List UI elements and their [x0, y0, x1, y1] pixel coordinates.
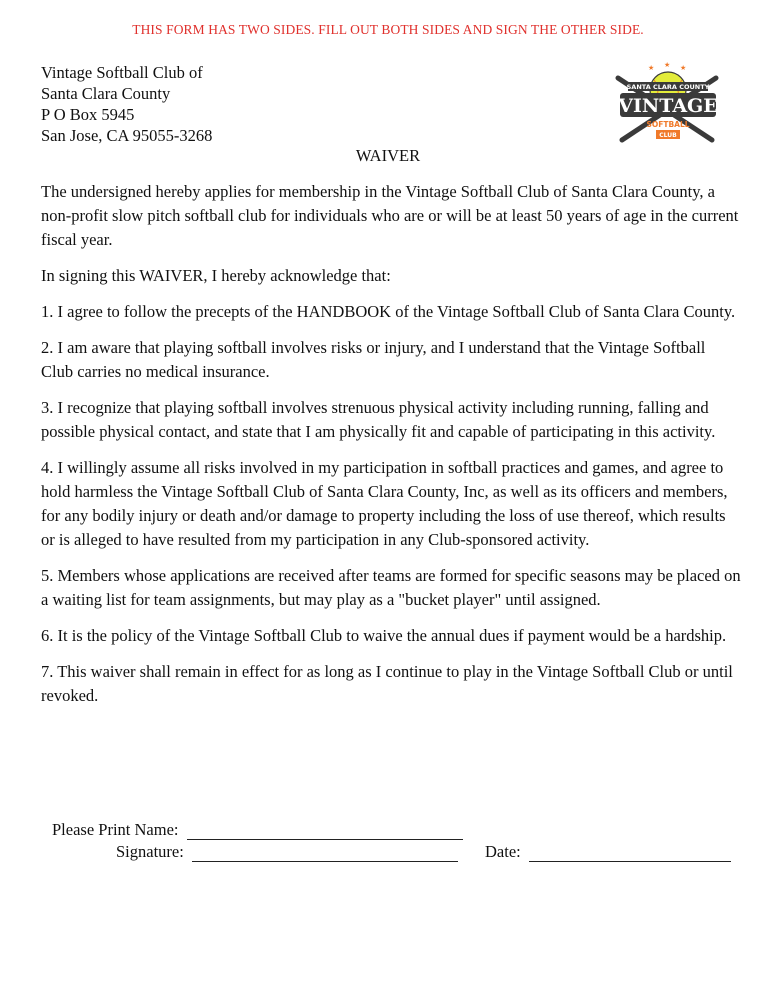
waiver-item-5: 5. Members whose applications are received after teams are formed for specific seasons may be placed on a waiting list for team assignments, but may play as a "bucket player" until assigned. [41, 566, 741, 609]
svg-text:★: ★ [648, 64, 655, 72]
waiver-item-3: 3. I recognize that playing softball involves strenuous physical activity including running, falling and possible physical contact, and state that I am physically fit and capable of participating in this activity. [41, 398, 716, 441]
two-sides-notice: THIS FORM HAS TWO SIDES. FILL OUT BOTH SIDES AND SIGN THE OTHER SIDE. [132, 22, 644, 37]
club-address [41, 62, 212, 146]
waiver-item-7: 7. This waiver shall remain in effect for as long as I continue to play in the Vintage Softball Club or until revoked. [41, 662, 733, 705]
logo-club-text: CLUB [659, 132, 677, 139]
signature-row [116, 842, 458, 862]
intro-paragraph: The undersigned hereby applies for membership in the Vintage Softball Club of Santa Clara County, a non-profit slow pitch softball club for individuals who are or will be at least 50 years of age in the current fiscal year. [41, 182, 739, 249]
date-label: Date: [485, 842, 521, 861]
print-name-row [52, 820, 463, 840]
logo-main-text: VINTAGE [618, 95, 718, 117]
waiver-item-4: 4. I willingly assume all risks involved in my participation in softball practices and games, and agree to hold harmless the Vintage Softball Club of Santa Clara County, Inc, as well as its officers and members, for any bodily injury or death and/or damage to property including the loss of use thereof, which results or is alleged to have resulted from my participation in any Club-sponsored activity. [41, 458, 728, 549]
address-line: Vintage Softball Club of [41, 63, 203, 82]
svg-text:★: ★ [664, 61, 671, 69]
print-name-field[interactable] [187, 823, 463, 840]
waiver-item-6: 6. It is the policy of the Vintage Softball Club to waive the annual dues if payment would be a hardship. [41, 626, 727, 645]
svg-text:★: ★ [680, 64, 687, 72]
print-name-label: Please Print Name: [52, 820, 179, 839]
date-row [485, 842, 731, 862]
address-line: Santa Clara County [41, 84, 171, 103]
logo-sub-text: SOFTBALL [646, 120, 690, 129]
date-field[interactable] [529, 845, 731, 862]
waiver-item-2: 2. I am aware that playing softball involves risks or injury, and I understand that the Vintage Softball Club carries no medical insurance. [41, 338, 706, 381]
acknowledge-paragraph: In signing this WAIVER, I hereby acknowledge that: [41, 266, 391, 285]
signature-field[interactable] [192, 845, 458, 862]
vintage-softball-logo [612, 60, 722, 148]
waiver-item-1: 1. I agree to follow the precepts of the HANDBOOK of the Vintage Softball Club of Santa Clara County. [41, 302, 736, 321]
waiver-body [41, 180, 741, 720]
address-line: San Jose, CA 95055-3268 [41, 126, 213, 145]
logo-top-text: SANTA CLARA COUNTY [626, 83, 710, 91]
address-line: P O Box 5945 [41, 105, 135, 124]
page-title: WAIVER [355, 146, 421, 165]
signature-label: Signature: [116, 842, 184, 861]
